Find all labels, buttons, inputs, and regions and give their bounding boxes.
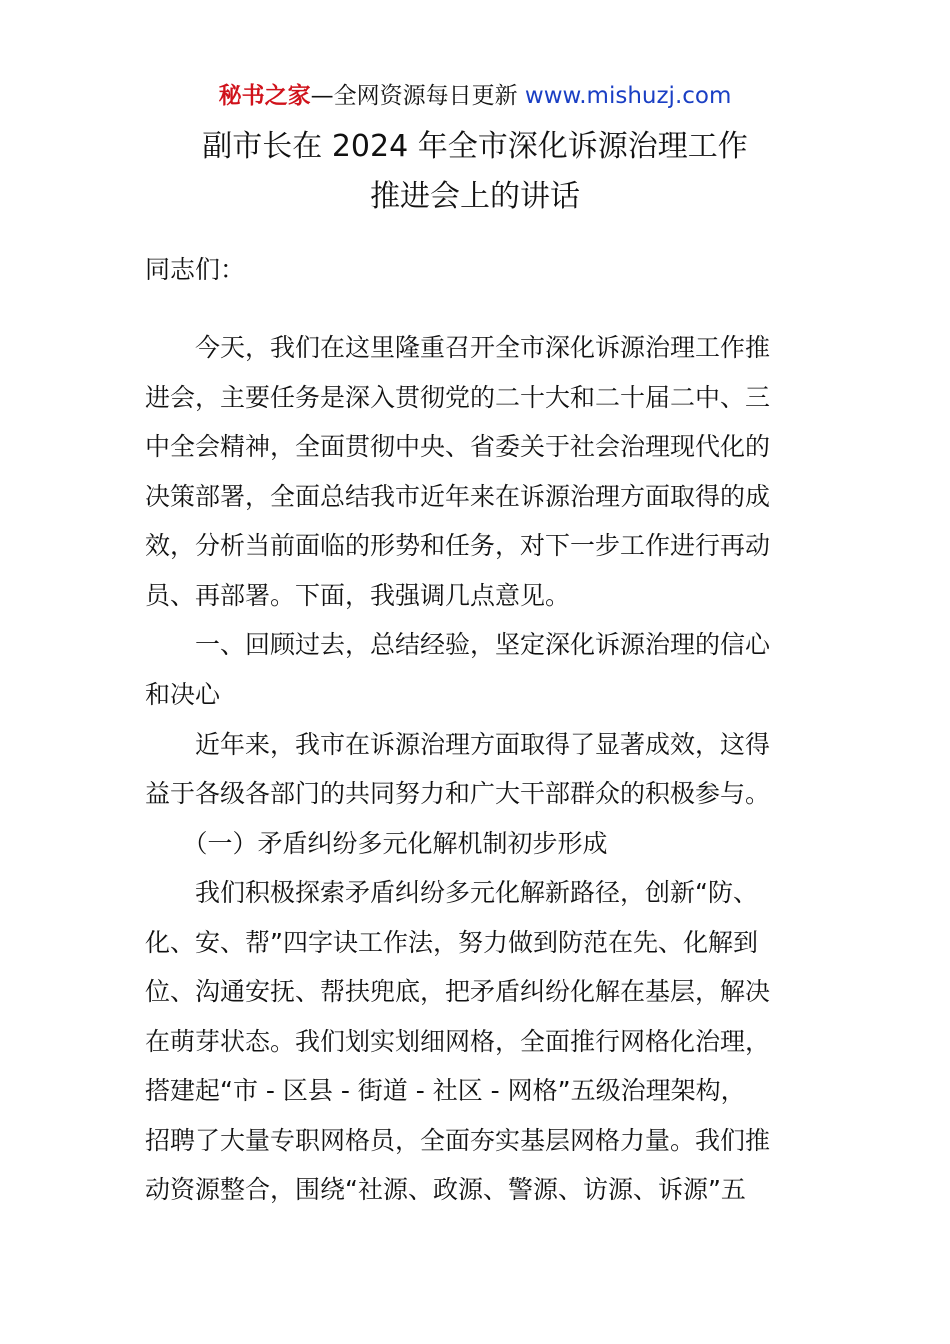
body-line-salutation: 同志们： xyxy=(145,255,246,284)
body-line: 位、沟通安抚、帮扶兜底，把矛盾纠纷化解在基层，解决 xyxy=(145,977,771,1006)
body-line: 招聘了大量专职网格员，全面夯实基层网格力量。我们推 xyxy=(145,1126,771,1155)
site-brand: 秘书之家 xyxy=(218,83,311,109)
body-line: 进会，主要任务是深入贯彻党的二十大和二十届二中、三 xyxy=(145,383,771,412)
body-line: 决策部署，全面总结我市近年来在诉源治理方面取得的成 xyxy=(145,482,771,511)
body-line: 益于各级各部门的共同努力和广大干部群众的积极参与。 xyxy=(145,779,771,808)
document-title-line-1: 副市长在 2024 年全市深化诉源治理工作 xyxy=(202,129,748,164)
site-header xyxy=(0,80,950,112)
body-line: 化、安、帮”四字诀工作法，努力做到防范在先、化解到 xyxy=(145,928,758,957)
body-line: 动资源整合，围绕“社源、政源、警源、访源、诉源”五 xyxy=(145,1175,746,1204)
subsection-heading-line: （一）矛盾纠纷多元化解机制初步形成 xyxy=(145,829,608,858)
body-line: 中全会精神，全面贯彻中央、省委关于社会治理现代化的 xyxy=(145,432,771,461)
body-line: 近年来，我市在诉源治理方面取得了显著成效，这得 xyxy=(145,730,771,759)
section-heading-line: 和决心 xyxy=(145,680,221,709)
body-line: 员、再部署。下面，我强调几点意见。 xyxy=(145,581,571,610)
site-url-link[interactable]: www.mishuzj.com xyxy=(524,83,732,109)
body-line: 我们积极探索矛盾纠纷多元化解新路径，创新“防、 xyxy=(145,878,758,907)
body-line: 搭建起“市 - 区县 - 街道 - 社区 - 网格”五级治理架构， xyxy=(145,1076,746,1105)
body-line: 在萌芽状态。我们划实划细网格，全面推行网格化治理， xyxy=(145,1027,771,1056)
body-line: 效，分析当前面临的形势和任务，对下一步工作进行再动 xyxy=(145,531,771,560)
section-heading-line: 一、回顾过去，总结经验，坚定深化诉源治理的信心 xyxy=(145,630,771,659)
site-tagline: —全网资源每日更新 xyxy=(310,83,518,109)
document-title-line-2: 推进会上的讲话 xyxy=(370,179,580,214)
body-line: 今天，我们在这里隆重召开全市深化诉源治理工作推 xyxy=(145,333,771,362)
